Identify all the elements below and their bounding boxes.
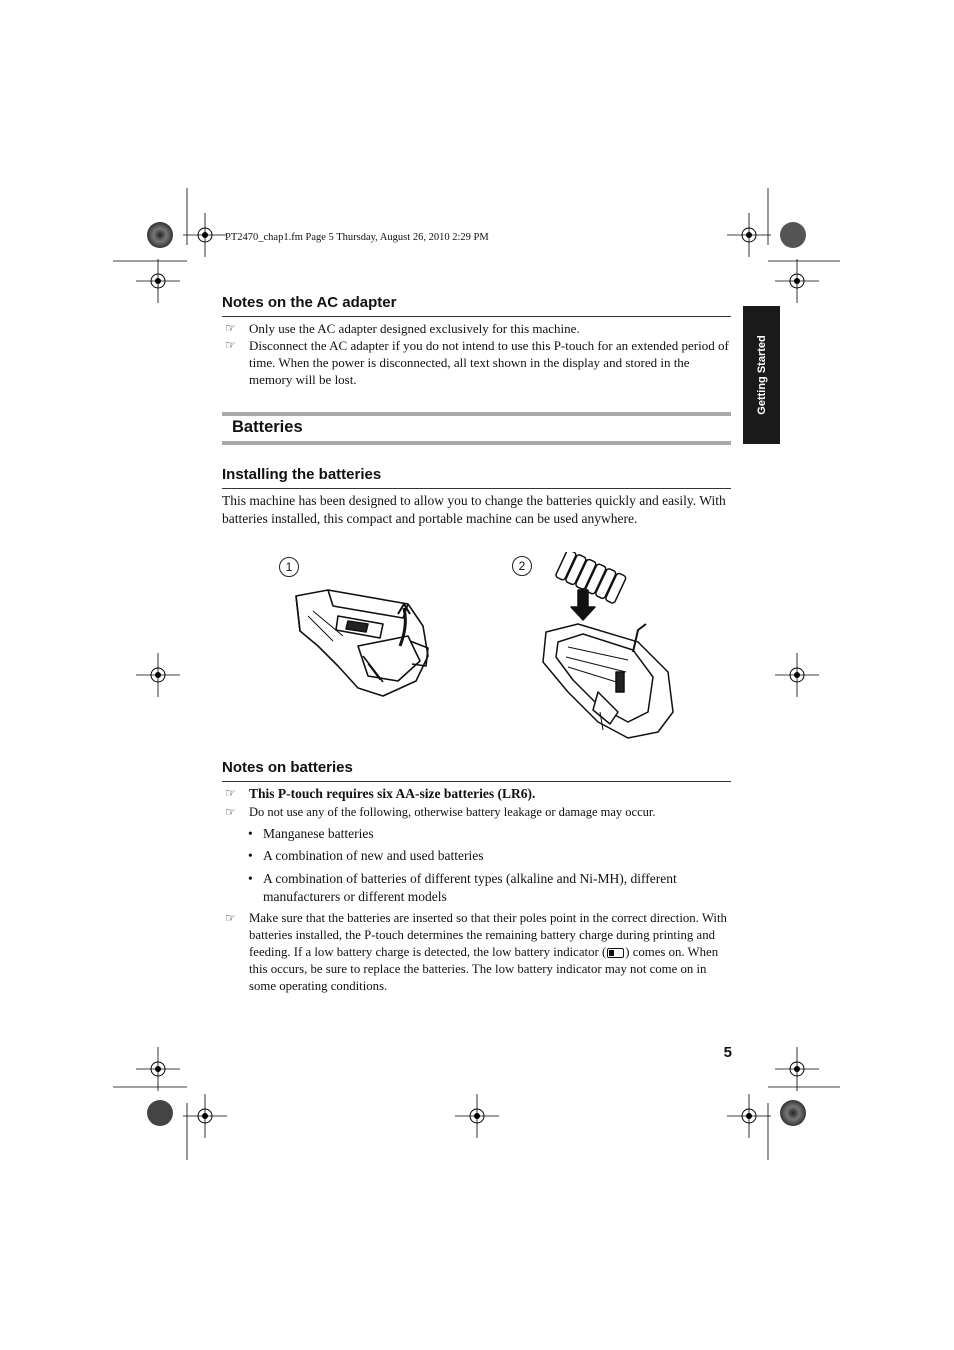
page-number: 5 bbox=[723, 1044, 732, 1061]
side-tab-label: Getting Started bbox=[755, 335, 768, 415]
side-tab bbox=[743, 306, 780, 444]
battery-note-3-text bbox=[249, 910, 731, 995]
ac-note-1 bbox=[225, 320, 731, 337]
bullet-item-2-text: A combination of new and used batteries bbox=[263, 848, 484, 863]
ac-adapter-heading: Notes on the AC adapter bbox=[222, 294, 397, 311]
batteries-band-bottom bbox=[222, 441, 731, 445]
installing-text: This machine has been designed to allow you to change the batteries quickly and easily. With batteries installed, this compact and portable machine can be used anywhere. bbox=[222, 493, 726, 526]
bullet-item-1-text: Manganese batteries bbox=[263, 826, 374, 841]
ac-note-1-text: Only use the AC adapter designed exclusively for this machine. bbox=[249, 321, 580, 336]
battery-note-3-part1: Make sure that the batteries are inserted so that their poles point in the correct direction. With batteries installed, the P-touch determines the remaining battery charge during printing and feeding. If a low battery charge is detected, the low battery indicator ( bbox=[249, 911, 727, 959]
file-info-header: PT2470_chap1.fm Page 5 Thursday, August 26, 2010 2:29 PM bbox=[225, 232, 489, 243]
ac-note-2 bbox=[225, 337, 731, 388]
pointing-hand-icon: ☞ bbox=[225, 321, 236, 335]
pointing-hand-icon: ☞ bbox=[225, 338, 236, 352]
installing-rule bbox=[222, 488, 731, 489]
battery-note-2 bbox=[225, 804, 731, 821]
notes-batteries-heading: Notes on batteries bbox=[222, 759, 353, 776]
bullet-item-3-text: A combination of batteries of different types (alkaline and Ni-MH), different manufacturers or different models bbox=[263, 871, 677, 904]
battery-note-3-part2: ) comes on. When this occurs, be sure to replace the batteries. The low battery indicator may not come on in some operating conditions. bbox=[249, 945, 719, 993]
battery-note-1 bbox=[225, 785, 731, 802]
bullet-icon: • bbox=[248, 848, 253, 863]
bullet-item-2 bbox=[248, 847, 731, 865]
figure-2-number: 2 bbox=[512, 556, 532, 576]
battery-note-2-text: Do not use any of the following, otherwise battery leakage or damage may occur. bbox=[249, 805, 656, 819]
figure-1-number: 1 bbox=[279, 557, 299, 577]
notes-batteries-rule bbox=[222, 781, 731, 782]
battery-note-3 bbox=[225, 910, 731, 995]
batteries-heading: Batteries bbox=[232, 418, 303, 436]
bullet-icon: • bbox=[248, 826, 253, 841]
installing-heading: Installing the batteries bbox=[222, 466, 382, 483]
pointing-hand-icon: ☞ bbox=[225, 805, 236, 819]
bullet-item-3 bbox=[248, 870, 731, 906]
open-battery-cover-illustration bbox=[288, 586, 438, 701]
batteries-band-top bbox=[222, 412, 731, 416]
battery-note-1-text: This P-touch requires six AA-size batteries (LR6). bbox=[249, 786, 536, 801]
pointing-hand-icon: ☞ bbox=[225, 786, 236, 800]
ac-adapter-rule bbox=[222, 316, 731, 317]
low-battery-indicator-icon bbox=[607, 948, 624, 958]
ac-note-2-text: Disconnect the AC adapter if you do not intend to use this P-touch for an extended period of time. When the power is disconnected, all text shown in the display and stored in the memory will be lost. bbox=[249, 338, 729, 387]
insert-batteries-illustration bbox=[538, 552, 680, 740]
bullet-icon: • bbox=[248, 871, 253, 886]
bullet-item-1 bbox=[248, 825, 731, 843]
pointing-hand-icon: ☞ bbox=[225, 911, 236, 925]
